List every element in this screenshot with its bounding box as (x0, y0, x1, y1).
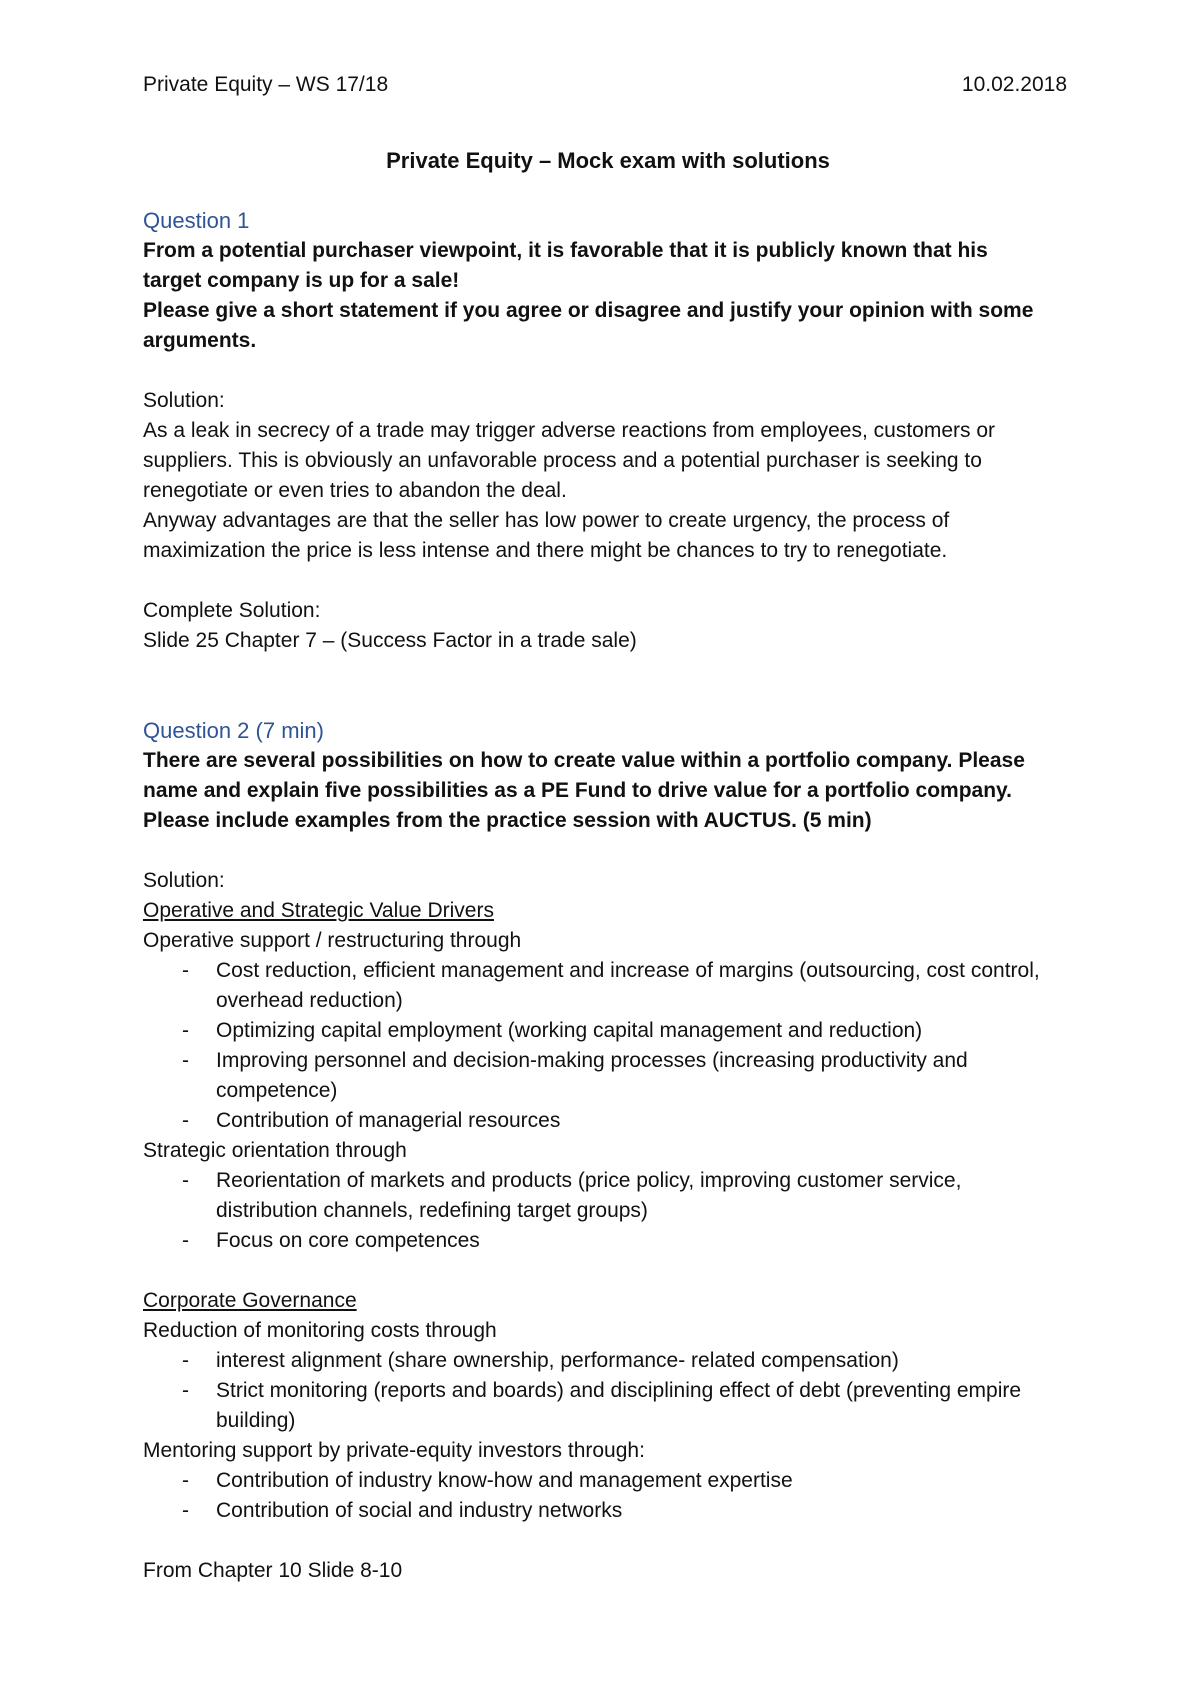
question-1-text: Please give a short statement if you agree or disagree and justify your opinion with some (143, 299, 1034, 322)
question-2-text: Please include examples from the practice session with AUCTUS. (5 min) (143, 809, 872, 832)
solution-1-text: maximization the price is less intense and there might be chances to try to renegotiate. (143, 539, 948, 562)
solution-2-label: Solution: (143, 869, 225, 892)
list-item: - Focus on core competences (143, 1226, 1063, 1256)
mentoring-support-list (143, 1466, 1063, 1526)
header-course: Private Equity – WS 17/18 (143, 73, 389, 96)
subheading-mentoring-support: Mentoring support by private-equity investors through: (143, 1439, 645, 1462)
question-2-heading: Question 2 (7 min) (143, 718, 324, 743)
strategic-orientation-list (143, 1166, 1063, 1256)
question-1-text: From a potential purchaser viewpoint, it is favorable that it is publicly known that his (143, 239, 988, 262)
question-2-text: name and explain five possibilities as a PE Fund to drive value for a portfolio company. (143, 779, 1012, 802)
list-item: - Optimizing capital employment (working capital management and reduction) (143, 1016, 1063, 1046)
list-item: - Contribution of managerial resources (143, 1106, 1063, 1136)
question-2-text: There are several possibilities on how to create value within a portfolio company. Please (143, 749, 1025, 772)
monitoring-costs-list (143, 1346, 1063, 1436)
document-body (143, 146, 1063, 1586)
solution-1-text: suppliers. This is obviously an unfavorable process and a potential purchaser is seeking to (143, 449, 982, 472)
operative-support-list (143, 956, 1063, 1136)
subheading-monitoring-costs: Reduction of monitoring costs through (143, 1319, 497, 1342)
section-title-value-drivers: Operative and Strategic Value Drivers (143, 899, 494, 922)
solution-1-label: Solution: (143, 389, 225, 412)
list-item: - Contribution of industry know-how and management expertise (143, 1466, 1063, 1496)
question-1-text: arguments. (143, 329, 257, 352)
question-1-text: target company is up for a sale! (143, 269, 460, 292)
solution-1-text: Anyway advantages are that the seller has low power to create urgency, the process of (143, 509, 950, 532)
section-title-corporate-governance: Corporate Governance (143, 1289, 357, 1312)
subheading-strategic-orientation: Strategic orientation through (143, 1139, 407, 1162)
solution-1-text: renegotiate or even tries to abandon the deal. (143, 479, 567, 502)
complete-solution-reference: Slide 25 Chapter 7 – (Success Factor in a trade sale) (143, 629, 637, 652)
complete-solution-label: Complete Solution: (143, 599, 321, 622)
document-title: Private Equity – Mock exam with solutions (386, 148, 830, 173)
list-item: - interest alignment (share ownership, performance- related compensation) (143, 1346, 1063, 1376)
list-item: - Contribution of social and industry networks (143, 1496, 1063, 1526)
question-1-heading: Question 1 (143, 208, 250, 233)
source-reference: From Chapter 10 Slide 8-10 (143, 1559, 403, 1582)
list-item: - Reorientation of markets and products (price policy, improving customer service, distribution channels, redefining target groups) (143, 1166, 1063, 1226)
header-date: 10.02.2018 (961, 73, 1067, 96)
list-item: - Cost reduction, efficient management and increase of margins (outsourcing, cost control, overhead reduction) (143, 956, 1063, 1016)
list-item: - Strict monitoring (reports and boards) and disciplining effect of debt (preventing empire building) (143, 1376, 1063, 1436)
solution-1-text: As a leak in secrecy of a trade may trigger adverse reactions from employees, customers or (143, 419, 996, 442)
subheading-operative-support: Operative support / restructuring through (143, 929, 522, 952)
list-item: - Improving personnel and decision-making processes (increasing productivity and competence) (143, 1046, 1063, 1106)
